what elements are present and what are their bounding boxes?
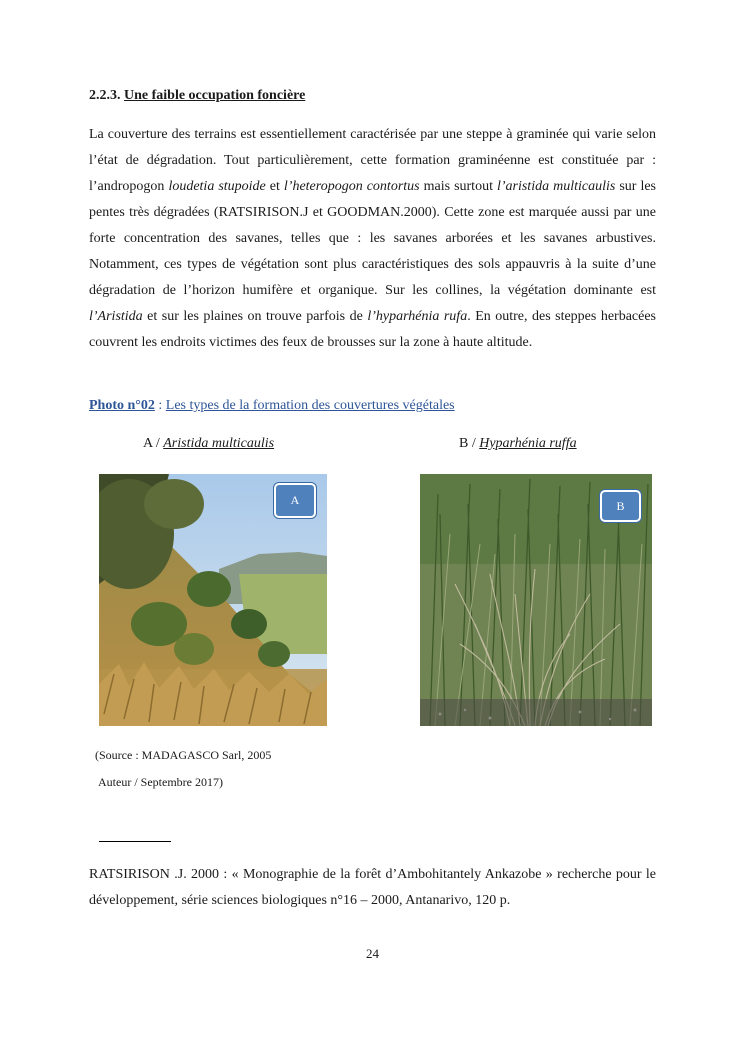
species-aristida: l’Aristida bbox=[89, 309, 143, 324]
paragraph-text: sur les pentes très dégradées (RATSIRISON.J et GOODMAN.2000). Cette zone est marquée aussi par une forte concentration des savanes, telles que : les savanes arborées et les savanes arbustives. Notamment, ces types de végétation sont plus caractéristiques des sols appauvris à la suite d’une dégradation de l’horizon humifère et organique. Sur les collines, la végétation dominante est bbox=[89, 179, 657, 298]
photo-b-badge: B bbox=[600, 490, 641, 522]
paragraph-text: La couverture des terrains est essentiellement caractérisée par une steppe à graminée qui varie selon l’état de dégradation. Tout particulièrement, cette formation graminéenne est constituée par : l’andropogon bbox=[89, 127, 656, 194]
photo-caption-text: Les types de la formation des couvertures végétales bbox=[165, 398, 455, 413]
photo-b-name: Hyparhénia ruffa bbox=[479, 436, 577, 451]
paragraph-text: mais surtout bbox=[419, 179, 497, 194]
species-aristida-multicaulis: l’aristida multicaulis bbox=[496, 179, 616, 194]
section-title: Une faible occupation foncière bbox=[124, 88, 306, 103]
paragraph-text: et bbox=[265, 179, 284, 194]
section-heading bbox=[89, 88, 305, 104]
page-number: 24 bbox=[366, 946, 379, 961]
footnote-separator bbox=[99, 841, 171, 842]
photo-a-label bbox=[143, 436, 274, 452]
source-line-2: Auteur / Septembre 2017) bbox=[98, 775, 223, 789]
paragraph-text: et sur les plaines on trouve parfois de bbox=[142, 309, 368, 324]
species-loudetia: loudetia stupoide bbox=[168, 179, 266, 194]
photo-caption-separator: : bbox=[154, 398, 166, 413]
body-paragraph bbox=[89, 122, 656, 356]
photo-a-name: Aristida multicaulis bbox=[163, 436, 275, 451]
paragraph-text: . En outre, des steppes herbacées couvrent les endroits victimes des feux de brousses sur la zone à haute altitude. bbox=[89, 309, 656, 350]
species-heteropogon: l’heteropogon contortus bbox=[283, 179, 420, 194]
photo-a-badge: A bbox=[274, 483, 316, 518]
photo-b-hyparhenia bbox=[420, 474, 652, 726]
source-line-1: (Source : MADAGASCO Sarl, 2005 bbox=[95, 748, 272, 762]
photo-b-prefix: B / bbox=[459, 436, 480, 451]
photo-b-label bbox=[459, 436, 577, 452]
photo-a-prefix: A / bbox=[143, 436, 164, 451]
footnote: RATSIRISON .J. 2000 : « Monographie de la forêt d’Ambohitantely Ankazobe » recherche pour le développement, série sciences biologiques n°16 – 2000, Antanarivo, 120 p. bbox=[89, 867, 656, 908]
section-number: 2.2.3. bbox=[89, 88, 121, 103]
species-hyparhenia: l’hyparhénia rufa bbox=[367, 309, 468, 324]
photo-caption-label: Photo n°02 bbox=[89, 398, 155, 413]
photo-a-aristida bbox=[99, 474, 327, 726]
photo-caption bbox=[89, 398, 455, 414]
